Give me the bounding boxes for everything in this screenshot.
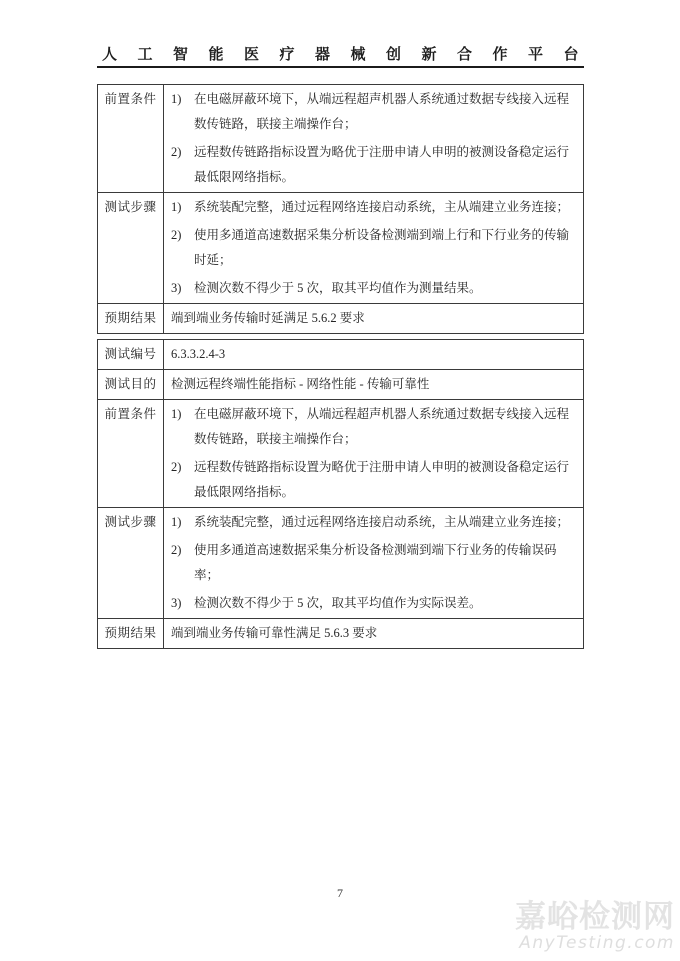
list-item <box>171 538 579 588</box>
item-number: 2) <box>171 460 182 474</box>
item-text: 系统装配完整，通过远程网络连接启动系统，主从端建立业务连接； <box>194 200 570 214</box>
list-item <box>171 140 579 190</box>
watermark-cn-text: 嘉峪检测网 <box>515 899 675 934</box>
item-number: 2) <box>171 145 182 159</box>
item-number: 2) <box>171 228 182 242</box>
table-row <box>98 304 584 334</box>
item-number: 1) <box>171 407 182 421</box>
table-row <box>98 340 584 370</box>
table-row <box>98 400 584 508</box>
row-label-steps: 测试步骤 <box>98 193 164 304</box>
item-text: 远程数传链路指标设置为略优于注册申请人申明的被测设备稳定运行最低限网络指标。 <box>194 145 570 184</box>
item-number: 3) <box>171 596 182 610</box>
row-content-precondition <box>164 400 584 508</box>
test-purpose-value: 检测远程终端性能指标 - 网络性能 - 传输可靠性 <box>171 377 430 391</box>
row-label-expected: 预期结果 <box>98 619 164 649</box>
row-label-steps: 测试步骤 <box>98 508 164 619</box>
list-item <box>171 195 579 220</box>
item-number: 1) <box>171 200 182 214</box>
row-content-precondition <box>164 85 584 193</box>
row-content-test-purpose <box>164 370 584 400</box>
row-content-steps <box>164 508 584 619</box>
item-text: 远程数传链路指标设置为略优于注册申请人申明的被测设备稳定运行最低限网络指标。 <box>194 460 570 499</box>
table-row <box>98 508 584 619</box>
table-row <box>98 370 584 400</box>
item-text: 使用多通道高速数据采集分析设备检测端到端上行和下行业务的传输时延； <box>194 228 570 267</box>
row-content-expected <box>164 619 584 649</box>
list-item <box>171 87 579 137</box>
row-content-expected <box>164 304 584 334</box>
list-item <box>171 455 579 505</box>
item-number: 1) <box>171 92 182 106</box>
header-divider <box>97 66 584 68</box>
test-table-2-wrapper <box>97 339 584 649</box>
test-table-1-wrapper <box>97 84 584 334</box>
item-number: 1) <box>171 515 182 529</box>
item-number: 3) <box>171 281 182 295</box>
row-label-test-number: 测试编号 <box>98 340 164 370</box>
item-text: 检测次数不得少于 5 次，取其平均值作为测量结果。 <box>194 281 482 295</box>
test-number-value: 6.3.3.2.4-3 <box>171 347 226 361</box>
expected-result-text: 端到端业务传输时延满足 5.6.2 要求 <box>171 311 365 325</box>
item-text: 检测次数不得少于 5 次，取其平均值作为实际误差。 <box>194 596 482 610</box>
row-label-test-purpose: 测试目的 <box>98 370 164 400</box>
table-row <box>98 193 584 304</box>
row-content-steps <box>164 193 584 304</box>
watermark-en-text: AnyTesting.com <box>519 933 675 953</box>
table-row <box>98 85 584 193</box>
list-item <box>171 591 579 616</box>
list-item <box>171 510 579 535</box>
item-text: 在电磁屏蔽环境下，从端远程超声机器人系统通过数据专线接入远程数传链路，联接主端操作台； <box>194 407 570 446</box>
item-text: 使用多通道高速数据采集分析设备检测端到端下行业务的传输误码率； <box>194 543 557 582</box>
item-text: 系统装配完整，通过远程网络连接启动系统，主从端建立业务连接； <box>194 515 570 529</box>
item-text: 在电磁屏蔽环境下，从端远程超声机器人系统通过数据专线接入远程数传链路，联接主端操作台； <box>194 92 570 131</box>
row-content-test-number <box>164 340 584 370</box>
list-item <box>171 223 579 273</box>
expected-result-text: 端到端业务传输可靠性满足 5.6.3 要求 <box>171 626 378 640</box>
list-item <box>171 276 579 301</box>
test-table-1 <box>97 84 584 334</box>
watermark <box>515 901 675 952</box>
row-label-precondition: 前置条件 <box>98 85 164 193</box>
row-label-expected: 预期结果 <box>98 304 164 334</box>
list-item <box>171 402 579 452</box>
table-row <box>98 619 584 649</box>
page-number: 7 <box>337 886 343 900</box>
test-table-2 <box>97 339 584 649</box>
page-header-title: 人工智能医疗器械创新合作平台 <box>102 47 600 63</box>
row-label-precondition: 前置条件 <box>98 400 164 508</box>
item-number: 2) <box>171 543 182 557</box>
